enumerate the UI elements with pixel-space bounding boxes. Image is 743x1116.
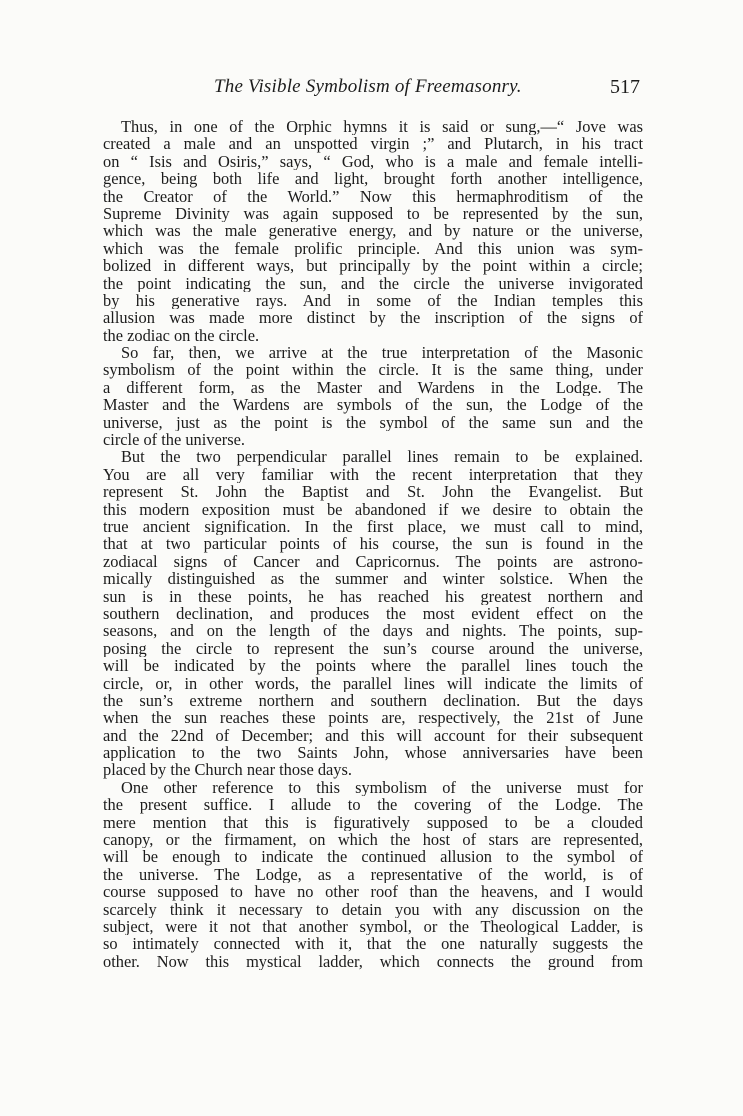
text-line: so intimately connected with it, that the one naturally suggests the — [103, 935, 643, 953]
text-line: the zodiac on the circle. — [103, 326, 260, 345]
text-line: subject, were it not that another symbol, or the Theological Ladder, is — [103, 917, 643, 936]
text-line: will be enough to indicate the continued allusion to the symbol of — [103, 848, 643, 866]
text-line: zodiacal signs of Cancer and Capricornus. The points are astrono- — [103, 552, 643, 571]
text-line: other. Now this mystical ladder, which connects the ground from — [103, 952, 643, 971]
text-line: represent St. John the Baptist and St. John the Evangelist. But — [103, 483, 643, 501]
text-line: symbolism of the point within the circle. It is the same thing, under — [103, 361, 643, 379]
text-line: the Creator of the World.” Now this hermaphroditism of the — [103, 187, 643, 205]
text-line: placed by the Church near those days. — [103, 761, 352, 779]
text-line: application to the two Saints John, whose anniversaries have been — [103, 744, 643, 762]
body-text — [103, 118, 643, 970]
text-line: So far, then, we arrive at the true interpretation of the Masonic — [121, 344, 643, 362]
text-line: will be indicated by the points where the parallel lines touch the — [103, 657, 643, 675]
running-title: The Visible Symbolism of Freemasonry. — [214, 76, 522, 97]
text-line: Thus, in one of the Orphic hymns it is said or sung,—“ Jove was — [121, 118, 643, 136]
text-line: bolized in different ways, but principally by the point within a circle; — [103, 257, 643, 275]
text-line: and the 22nd of December; and this will account for their subsequent — [103, 726, 643, 745]
text-line: the point indicating the sun, and the circle the universe invigorated — [103, 274, 643, 292]
text-line: Supreme Divinity was again supposed to be represented by the sun, — [103, 204, 643, 223]
text-line: allusion was made more distinct by the inscription of the signs of — [103, 309, 643, 327]
text-line: which was the female prolific principle. And this union was sym- — [103, 239, 643, 258]
text-line: a different form, as the Master and Wardens in the Lodge. The — [103, 378, 643, 397]
text-line: One other reference to this symbolism of the universe must for — [121, 778, 643, 797]
text-line: southern declination, and produces the most evident effect on the — [103, 604, 643, 623]
text-line: gence, being both life and light, brought forth another intelligence, — [103, 170, 643, 188]
text-line: universe, just as the point is the symbol of the same sun and the — [103, 413, 643, 432]
text-line: Master and the Wardens are symbols of the sun, the Lodge of the — [103, 396, 643, 414]
page-header — [100, 74, 656, 102]
text-line: which was the male generative energy, and by nature or the universe, — [103, 222, 643, 240]
text-line: true ancient signification. In the first place, we must call to mind, — [103, 517, 643, 536]
text-line: posing the circle to represent the sun’s course around the universe, — [103, 639, 643, 658]
text-line: canopy, or the firmament, on which the host of stars are represented, — [103, 831, 643, 849]
text-line: You are all very familiar with the recent interpretation that they — [103, 465, 643, 484]
text-line: this modern exposition must be abandoned if we desire to obtain the — [103, 500, 643, 518]
text-line: the sun’s extreme northern and southern declination. But the days — [103, 691, 643, 710]
text-line: circle, or, in other words, the parallel lines will indicate the limits of — [103, 674, 643, 692]
text-line: course supposed to have no other roof than the heavens, and I would — [103, 883, 643, 901]
text-line: scarcely think it necessary to detain you with any discussion on the — [103, 900, 643, 918]
text-line: that at two particular points of his course, the sun is found in the — [103, 535, 643, 553]
text-line: the universe. The Lodge, as a representative of the world, is of — [103, 865, 643, 884]
text-line: when the sun reaches these points are, respectively, the 21st of June — [103, 709, 643, 727]
text-line: created a male and an unspotted virgin ;” and Plutarch, in his tract — [103, 135, 643, 153]
text-line: mically distinguished as the summer and winter solstice. When the — [103, 570, 643, 588]
text-line: by his generative rays. And in some of the Indian temples this — [103, 291, 643, 310]
page-number: 517 — [610, 76, 640, 98]
text-line: circle of the universe. — [103, 431, 245, 449]
text-line: the present suffice. I allude to the covering of the Lodge. The — [103, 796, 643, 814]
text-line: mere mention that this is figuratively supposed to be a clouded — [103, 813, 643, 832]
text-line: on “ Isis and Osiris,” says, “ God, who is a male and female intelli- — [103, 152, 643, 171]
text-line: But the two perpendicular parallel lines remain to be explained. — [121, 448, 643, 466]
text-line: sun is in these points, he has reached his greatest northern and — [103, 587, 643, 605]
text-line: seasons, and on the length of the days and nights. The points, sup- — [103, 622, 643, 640]
